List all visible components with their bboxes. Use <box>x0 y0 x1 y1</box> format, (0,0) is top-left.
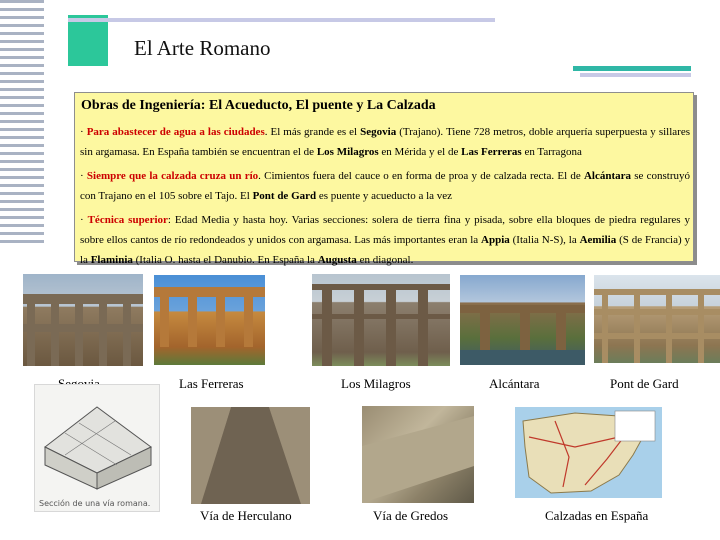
bold-term: Segovia <box>360 126 397 138</box>
bullet: · <box>80 214 88 226</box>
bullet: · <box>80 170 87 182</box>
photo-pont-du-gard <box>594 275 720 363</box>
paragraph-acueducto <box>80 122 690 162</box>
bold-term: Alcántara <box>583 170 631 182</box>
lead-text: Para abastecer de agua a las ciudades <box>86 126 265 138</box>
photo-ferreras-aqueduct <box>154 275 265 365</box>
slide-title: El Arte Romano <box>134 36 271 60</box>
body-text: en diagonal. <box>356 254 414 266</box>
body-text: (Italia O. hasta el Danubio. En España la <box>132 254 318 266</box>
body-text: . Cimientos fuera del cauce o en forma de proa y de calzada recta. El de <box>258 170 584 182</box>
bold-term: Flaminia <box>90 254 133 266</box>
photo-milagros-aqueduct <box>312 274 450 366</box>
bullet: · <box>80 126 87 138</box>
body-text: en Tarragona <box>521 146 582 158</box>
body-text: (Italia N-S), la <box>509 234 580 246</box>
body-text: . El más grande es el <box>264 126 361 138</box>
top-divider-line <box>68 18 495 22</box>
diagram-road-section <box>34 384 160 512</box>
bold-term: Aemilia <box>579 234 617 246</box>
paragraph-puente <box>80 166 690 206</box>
caption-pont-de-gard: Pont de Gard <box>610 376 679 391</box>
body-text: se construyó con Trajano en el 105 sobre el Tajo. El <box>80 170 690 202</box>
accent-square <box>68 15 108 66</box>
map-calzadas-espana <box>515 407 662 498</box>
lead-text: Siempre que la calzada cruza un río <box>86 170 259 182</box>
body-text: es puente y acueducto a la vez <box>316 190 453 202</box>
photo-alcantara-bridge <box>460 275 585 365</box>
photo-via-gredos <box>362 406 474 503</box>
decorative-stripes <box>0 0 50 245</box>
caption-calzadas-espana: Calzadas en España <box>545 508 649 523</box>
bold-term: Las Ferreras <box>461 146 522 158</box>
info-textbox <box>74 92 694 266</box>
accent-bar-teal <box>573 66 691 71</box>
accent-bar-grey <box>580 73 691 77</box>
caption-ferreras: Las Ferreras <box>179 376 244 391</box>
body-text: (S de Francia) y la <box>80 234 690 266</box>
photo-via-herculano <box>191 407 310 504</box>
caption-milagros: Los Milagros <box>341 376 411 391</box>
bold-term: Pont de Gard <box>252 190 317 202</box>
body-text: : Edad Media y hasta hoy. Varias secciones: solera de tierra fina y pisada, sobre ella bloques de piedra regulares y sobre ellos cantos de río redondeados y unidos con argamasa. Las más importantes eran la <box>80 214 690 246</box>
body-text: (Trajano). Tiene 728 metros, doble arquería superpuesta y sillares sin argamasa. En España también se encuentran el de <box>80 126 690 158</box>
bold-term: Appia <box>481 234 510 246</box>
bold-term: Augusta <box>317 254 357 266</box>
paragraph-calzada <box>80 210 690 270</box>
lead-text: Técnica superior <box>87 214 168 226</box>
diagram-caption: Sección de una vía romana. <box>39 499 151 508</box>
caption-via-herculano: Vía de Herculano <box>200 508 292 523</box>
photo-segovia-aqueduct <box>23 274 143 366</box>
bold-term: Los Milagros <box>316 146 379 158</box>
caption-alcantara: Alcántara <box>489 376 540 391</box>
body-text: en Mérida y el de <box>378 146 462 158</box>
caption-via-gredos: Vía de Gredos <box>373 508 449 523</box>
textbox-heading: Obras de Ingeniería: El Acueducto, El puente y La Calzada <box>81 98 436 113</box>
